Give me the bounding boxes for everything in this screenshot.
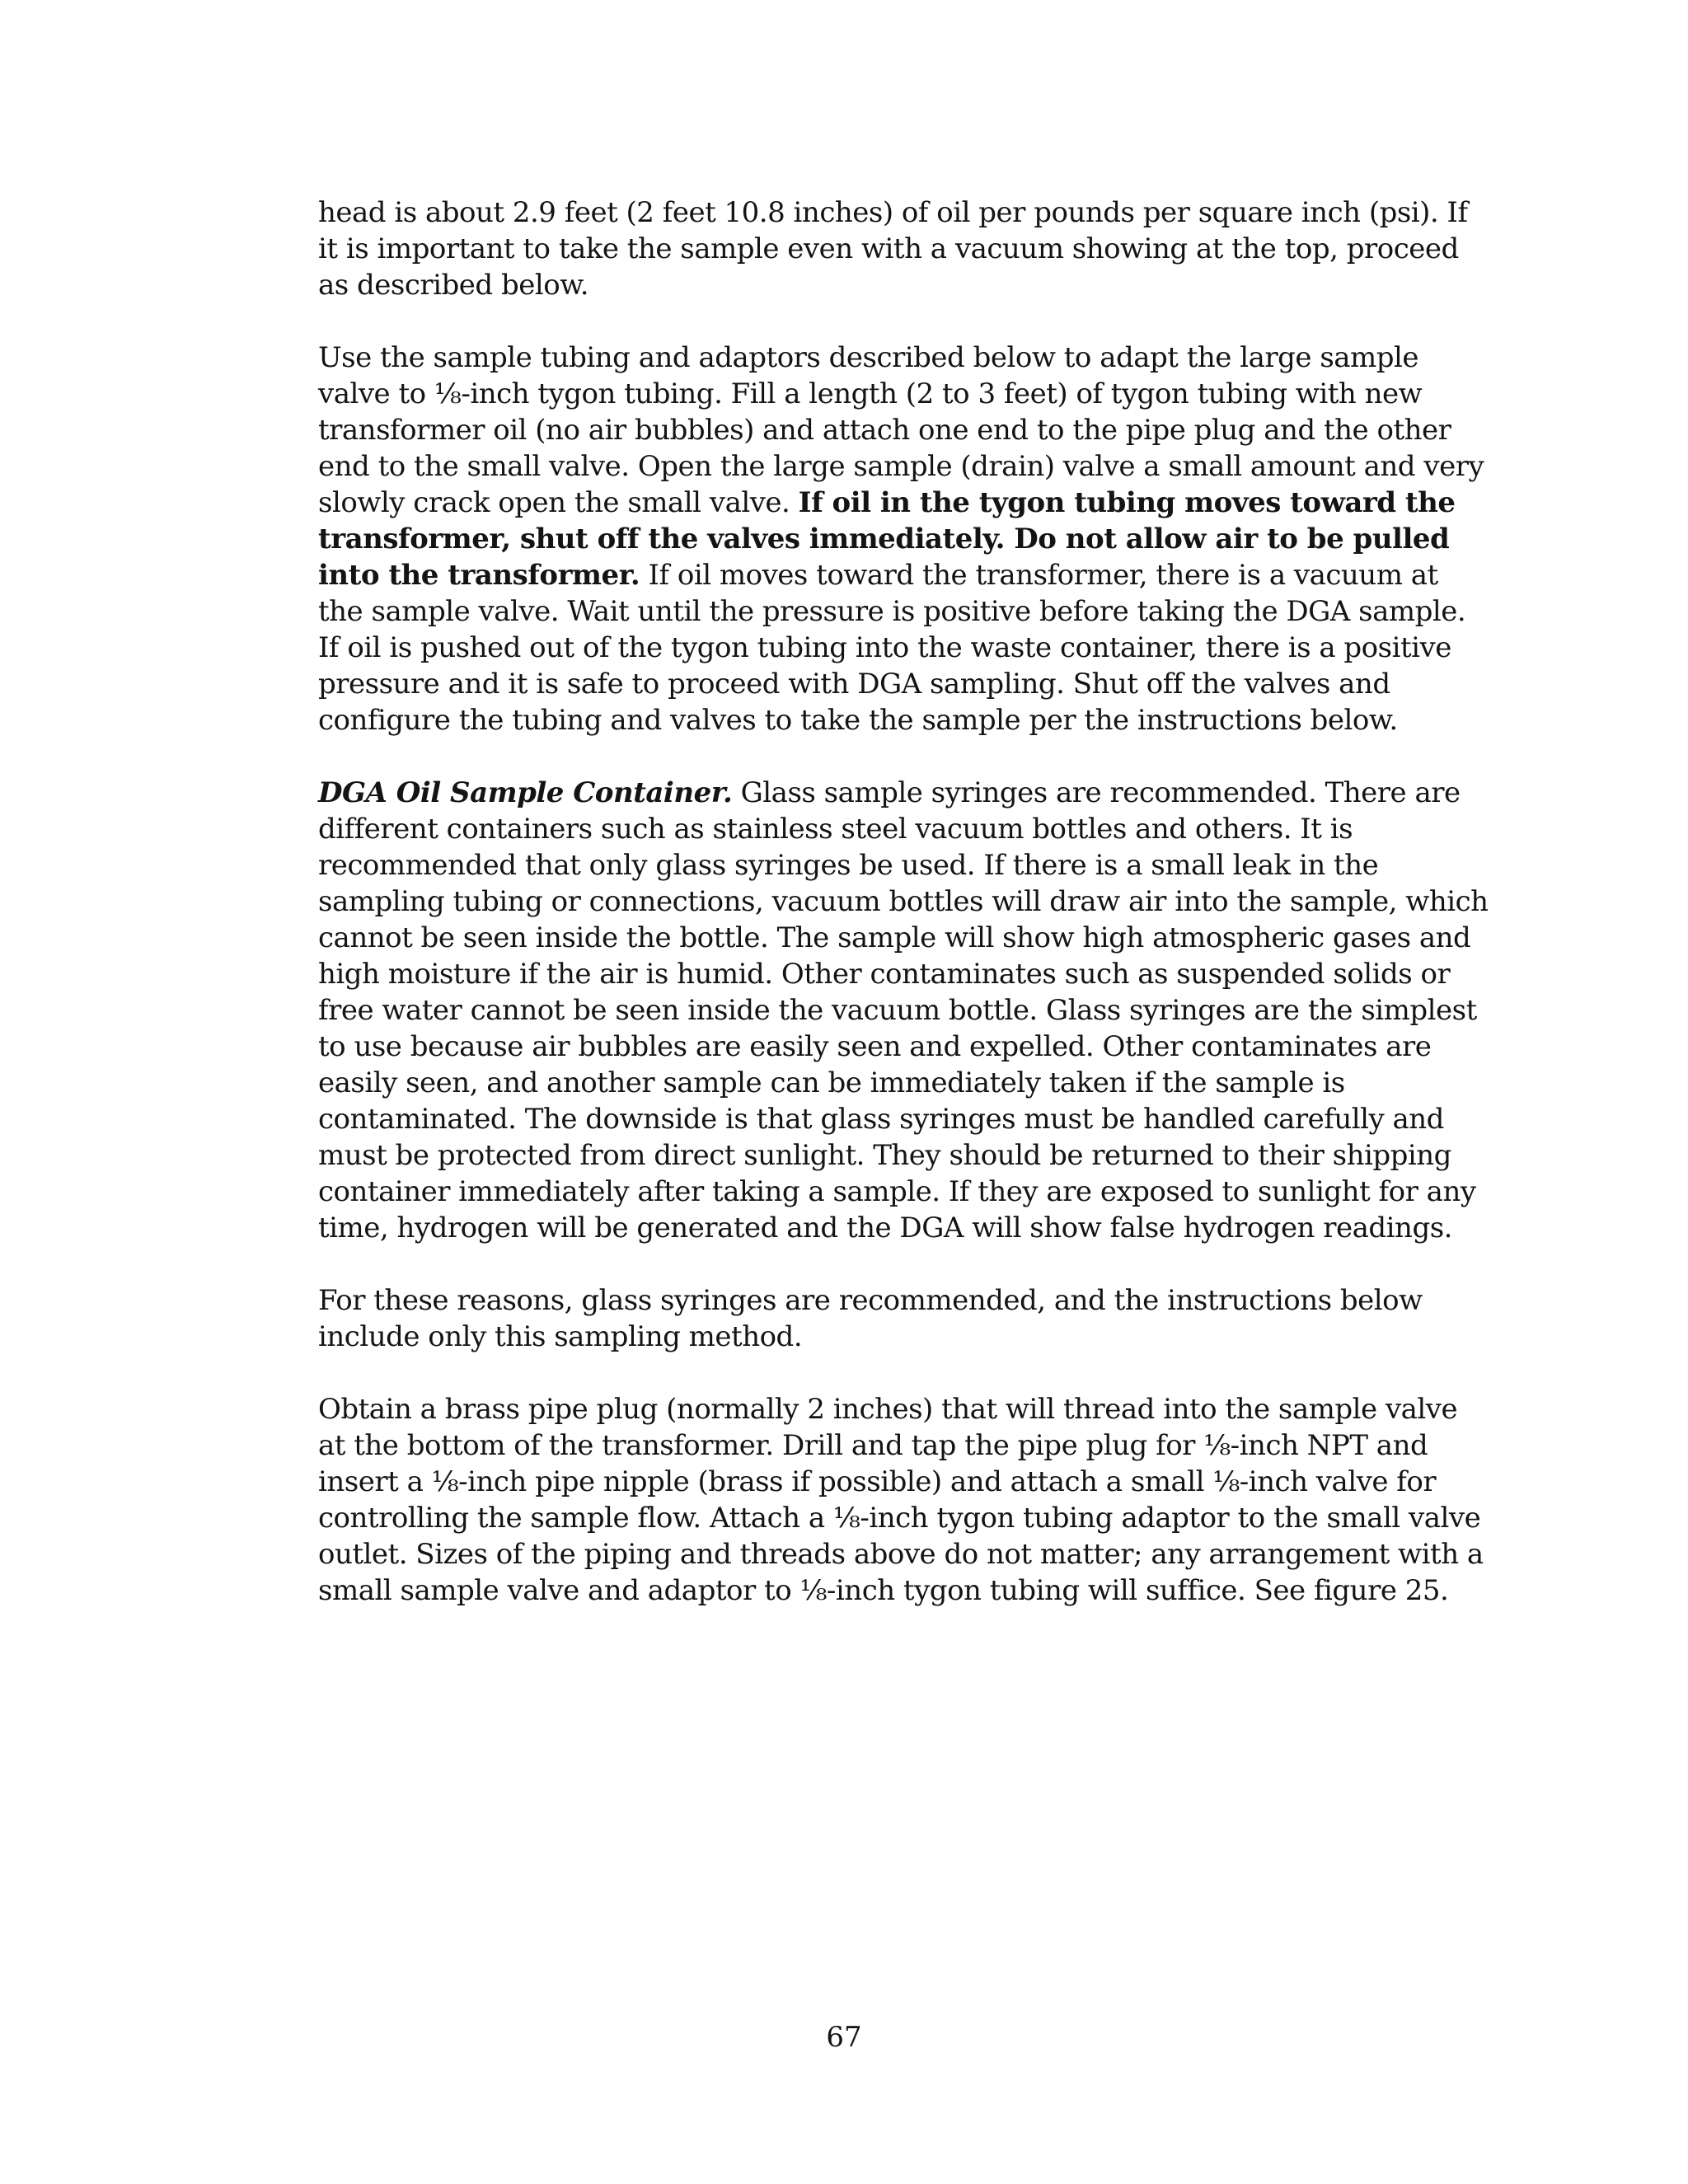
paragraph-sample-tubing: [318, 340, 1489, 738]
paragraph-text: Use the sample tubing and adaptors described below to adapt the large sample valve to ⅛-inch tygon tubing. Fill a length (2 to 3 feet) of tygon tubing with new transformer oil (no air bubbles) and attach one end to the pipe plug and the other end to the small valve. Open the large sample (drain) valve a small amount and very slowly crack open the small valve.: [318, 341, 1484, 519]
paragraph-sample-container: [318, 775, 1489, 1246]
paragraph-text: If oil moves toward the transformer, there is a vacuum at the sample valve. Wait until the pressure is positive before taking the DGA sample. If oil is pushed out of the tygon tubing into the waste container, there is a positive pressure and it is safe to proceed with DGA sampling. Shut off the valves and configure the tubing and valves to take the sample per the instructions below.: [318, 559, 1466, 737]
document-page: [318, 194, 1489, 1645]
paragraph-oil-head: [318, 194, 1489, 303]
warning-text: If oil in the tygon tubing moves toward the transformer, shut off the valves immediately. Do not allow air to be pulled into the transformer.: [318, 486, 1456, 592]
paragraph-text: For these reasons, glass syringes are recommended, and the instructions below include only this sampling method.: [318, 1284, 1423, 1353]
section-heading: DGA Oil Sample Container.: [318, 776, 733, 809]
paragraph-text: Obtain a brass pipe plug (normally 2 inches) that will thread into the sample valve at the bottom of the transformer. Drill and tap the pipe plug for ⅛-inch NPT and insert a ⅛-inch pipe nipple (brass if possible) and attach a small ⅛-inch valve for controlling the sample flow. Attach a ⅛-inch tygon tubing adaptor to the small valve outlet. Sizes of the piping and threads above do not matter; any arrangement with a small sample valve and adaptor to ⅛-inch tygon tubing will suffice. See figure 25.: [318, 1393, 1484, 1607]
page-number: 67: [826, 2021, 862, 2054]
paragraph-text: head is about 2.9 feet (2 feet 10.8 inches) of oil per pounds per square inch (psi). If it is important to take the sample even with a vacuum showing at the top, proceed as described below.: [318, 196, 1468, 302]
paragraph-reasons: [318, 1282, 1489, 1355]
paragraph-pipe-plug: [318, 1391, 1489, 1609]
paragraph-text: Glass sample syringes are recommended. There are different containers such as stainless steel vacuum bottles and others. It is recommended that only glass syringes be used. If there is a small leak in the sampling tubing or connections, vacuum bottles will draw air into the sample, which cannot be seen inside the bottle. The sample will show high atmospheric gases and high moisture if the air is humid. Other contaminates such as suspended solids or free water cannot be seen inside the vacuum bottle. Glass syringes are the simplest to use because air bubbles are easily seen and expelled. Other contaminates are easily seen, and another sample can be immediately taken if the sample is contaminated. The downside is that glass syringes must be handled carefully and must be protected from direct sunlight. They should be returned to their shipping container immediately after taking a sample. If they are exposed to sunlight for any time, hydrogen will be generated and the DGA will show false hydrogen readings.: [318, 776, 1489, 1244]
